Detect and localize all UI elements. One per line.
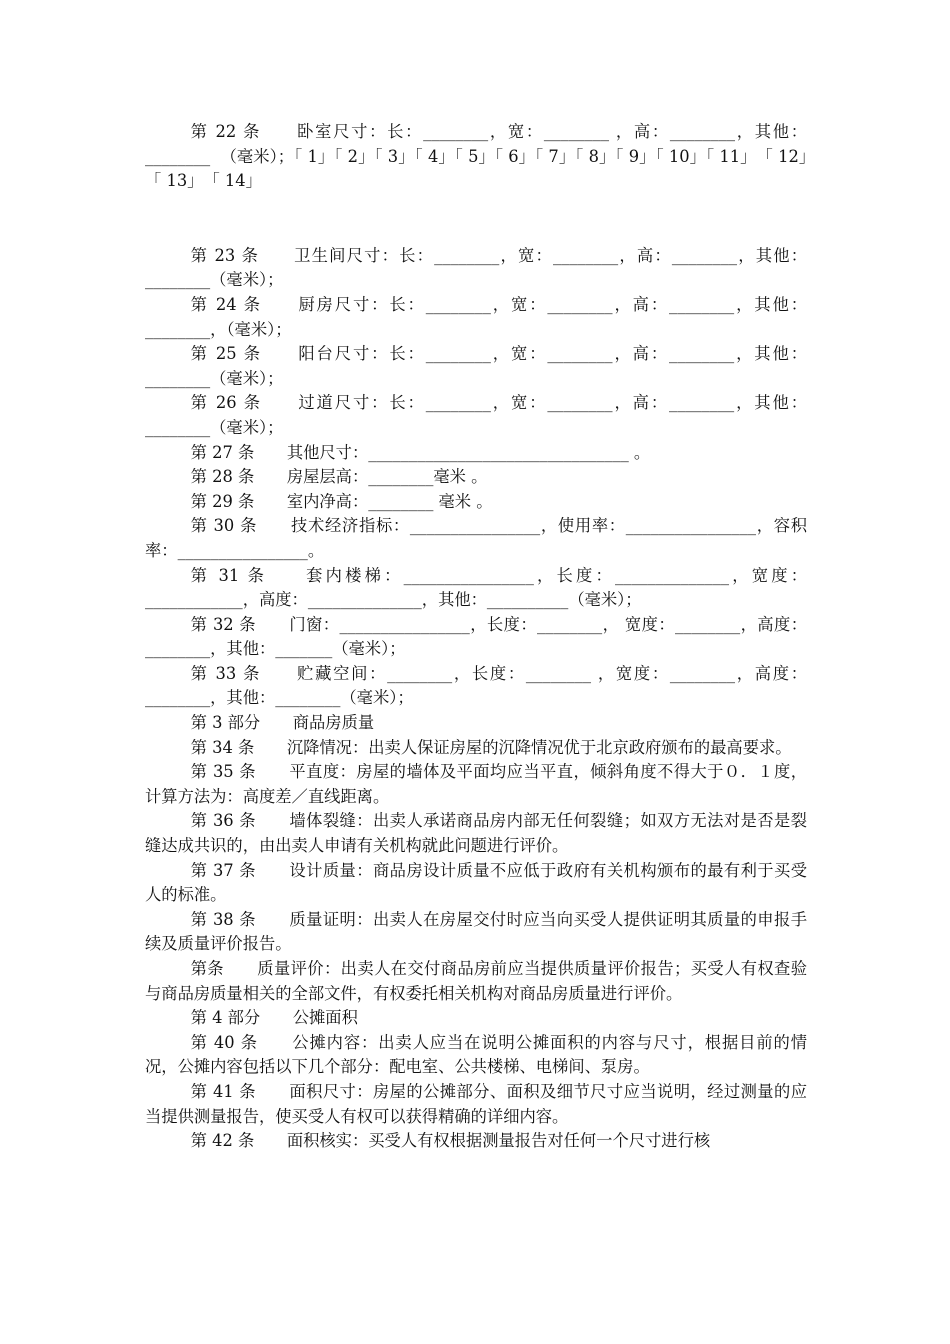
article-32: 第 32 条 门窗：________________，长度：________， 宽度：________，高度：________，其他：_______（毫米）； [145,614,807,659]
article-28: 第 28 条 房屋层高：________毫米 。 [190,467,488,487]
article-39: 第条 质量评价：出卖人在交付商品房前应当提供质量评价报告；买受人有权查验与商品房质量相关的全部文件，有权委托相关机构对商品房质量进行评价。 [145,959,807,1003]
article-33: 第 33 条 贮藏空间：________，长度：________ ，宽度：________，高度：________，其他：________（毫米）； [145,663,807,708]
article-26: 第 26 条 过道尺寸：长：________，宽：________，高：________，其他：________（毫米）； [145,393,807,437]
blank-gap [145,194,807,244]
article-37: 第 37 条 设计质量：商品房设计质量不应低于政府有关机构颁布的最有利于买受人的标准。 [145,860,807,905]
article-29: 第 29 条 室内净高：________ 毫米 。 [190,491,493,511]
article-22: 第 22 条 卧室尺寸：长：________，宽：________ ，高：________，其他：________ （毫米）；「 1」「 2」「 3」「 4」「 5」「 6」「 7」「 8」「 9」「 10」「 11」 「 12」 「 13」 「 14」 [145,122,824,191]
article-38: 第 38 条 质量证明：出卖人在房屋交付时应当向买受人提供证明其质量的申报手续及质量评价报告。 [145,909,807,954]
article-35: 第 35 条 平直度：房屋的墙体及平面均应当平直，倾斜角度不得大于０．１度，计算方法为：高度差／直线距离。 [145,762,807,806]
article-24: 第 24 条 厨房尺寸：长：________，宽：________，高：________，其他：________，（毫米）； [145,294,807,339]
article-40: 第 40 条 公摊内容：出卖人应当在说明公摊面积的内容与尺寸，根据目前的情况，公摊内容包括以下几个部分：配电室、公共楼梯、电梯间、泵房。 [145,1032,807,1077]
article-31: 第 31 条 套内楼梯：________________，长度：______________，宽度：____________，高度：______________，其他：__________（毫米）； [145,565,807,610]
section-heading-4: 第 4 部分 公摊面积 [190,1008,358,1028]
section-heading-3: 第 3 部分 商品房质量 [190,713,375,733]
article-41: 第 41 条 面积尺寸：房屋的公摊部分、面积及细节尺寸应当说明，经过测量的应当提供测量报告，使买受人有权可以获得精确的详细内容。 [145,1081,807,1126]
article-30: 第 30 条 技术经济指标：________________，使用率：________________，容积率：________________。 [145,516,807,560]
article-36: 第 36 条 墙体裂缝：出卖人承诺商品房内部无任何裂缝；如双方无法对是否是裂缝达成共识的，由出卖人申请有关机构就此问题进行评价。 [145,811,807,856]
document-body [145,120,824,1154]
article-27: 第 27 条 其他尺寸：________________________________ 。 [190,442,651,462]
article-42: 第 42 条 面积核实：买受人有权根据测量报告对任何一个尺寸进行核 [190,1131,711,1151]
article-23: 第 23 条 卫生间尺寸：长：________，宽：________，高：________，其他：________（毫米）； [145,245,807,290]
article-34: 第 34 条 沉降情况：出卖人保证房屋的沉降情况优于北京政府颁布的最高要求。 [190,737,792,757]
article-25: 第 25 条 阳台尺寸：长：________，宽：________，高：________，其他：________（毫米）； [145,344,807,388]
